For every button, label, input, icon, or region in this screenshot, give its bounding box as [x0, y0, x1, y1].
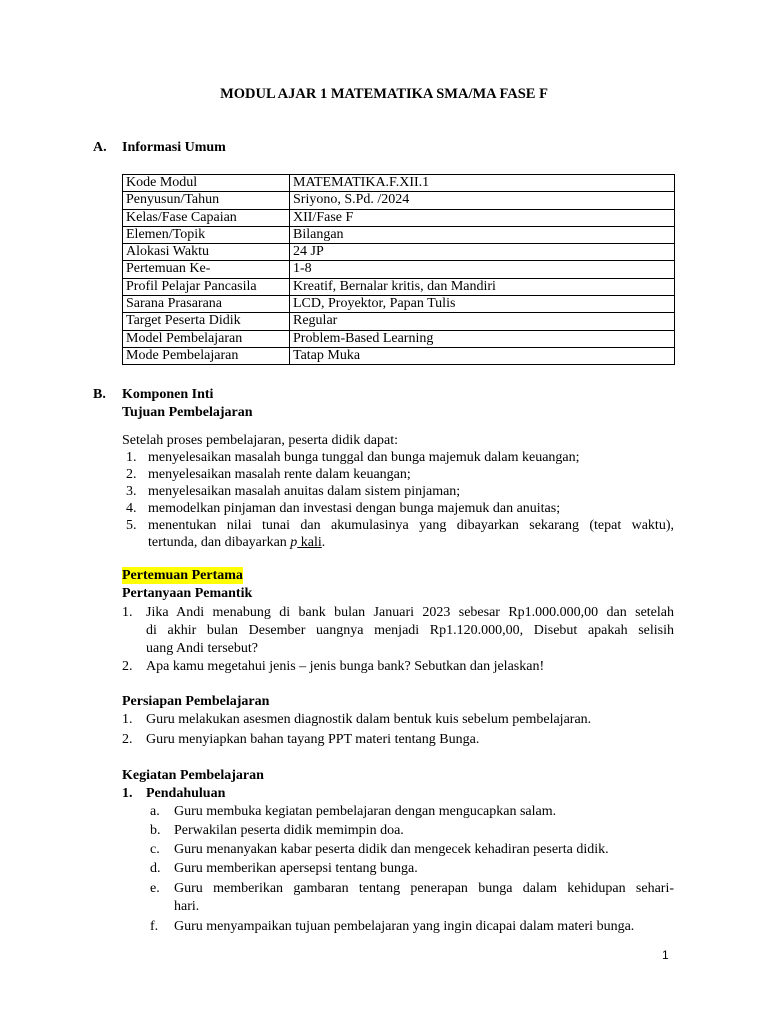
objectives-intro: Setelah proses pembelajaran, peserta didik dapat: — [122, 433, 399, 448]
info-table-value: 24 JP — [290, 244, 675, 261]
objective-item-continued: tertunda, dan dibayarkan p kali. — [148, 535, 326, 550]
preparation-number: 2. — [122, 732, 133, 747]
info-table-row — [123, 244, 675, 261]
info-table-value: 1-8 — [290, 261, 675, 278]
section-a-title: Informasi Umum — [122, 140, 226, 155]
info-table-key: Kelas/Fase Capaian — [123, 209, 290, 226]
info-table-row — [123, 278, 675, 295]
objective-number: 3. — [126, 484, 137, 499]
info-table-key: Pertemuan Ke- — [123, 261, 290, 278]
info-table — [122, 174, 675, 365]
objective-number: 2. — [126, 467, 137, 482]
info-table-value: Sriyono, S.Pd. /2024 — [290, 192, 675, 209]
info-table-key: Model Pembelajaran — [123, 330, 290, 347]
info-table-value: Tatap Muka — [290, 347, 675, 364]
info-table-key: Kode Modul — [123, 175, 290, 192]
objective-number: 5. — [126, 518, 137, 533]
introduction-letter: e. — [150, 881, 160, 896]
introduction-letter: a. — [150, 804, 160, 819]
info-table-key: Penyusun/Tahun — [123, 192, 290, 209]
info-table-value: Kreatif, Bernalar kritis, dan Mandiri — [290, 278, 675, 295]
info-table-row — [123, 313, 675, 330]
info-table-row — [123, 330, 675, 347]
info-table-key: Target Peserta Didik — [123, 313, 290, 330]
objectives-subtitle: Tujuan Pembelajaran — [122, 405, 253, 420]
introduction-item-continued: hari. — [174, 899, 200, 914]
question-item: Jika Andi menabung di bank bulan Januari 2023 sebesar Rp1.000.000,00 dan setelah — [146, 605, 674, 620]
info-table-value: Bilangan — [290, 226, 675, 243]
info-table-key: Profil Pelajar Pancasila — [123, 278, 290, 295]
info-table-row — [123, 175, 675, 192]
objective-number: 4. — [126, 501, 137, 516]
info-table-row — [123, 192, 675, 209]
introduction-item: Guru memberikan gambaran tentang penerapan bunga dalam kehidupan sehari- — [174, 881, 674, 896]
introduction-number: 1. — [122, 786, 133, 801]
introduction-item: Guru menanyakan kabar peserta didik dan mengecek kehadiran peserta didik. — [174, 842, 609, 857]
info-table-key: Alokasi Waktu — [123, 244, 290, 261]
activities-title: Kegiatan Pembelajaran — [122, 768, 264, 783]
section-a-letter: A. — [93, 140, 107, 155]
introduction-title: Pendahuluan — [146, 786, 226, 801]
info-table-key: Elemen/Topik — [123, 226, 290, 243]
info-table-value: LCD, Proyektor, Papan Tulis — [290, 296, 675, 313]
section-b-letter: B. — [93, 387, 106, 402]
trigger-questions-title: Pertanyaan Pemantik — [122, 586, 253, 601]
preparation-number: 1. — [122, 712, 133, 727]
info-table-row — [123, 226, 675, 243]
introduction-item: Guru memberikan apersepsi tentang bunga. — [174, 861, 418, 876]
section-b-title: Komponen Inti — [122, 387, 214, 402]
objective-item: menyelesaikan masalah bunga tunggal dan bunga majemuk dalam keuangan; — [148, 450, 580, 465]
info-table-row — [123, 261, 675, 278]
question-number: 1. — [122, 605, 133, 620]
preparation-item: Guru melakukan asesmen diagnostik dalam bentuk kuis sebelum pembelajaran. — [146, 712, 592, 727]
objective-item: menyelesaikan masalah anuitas dalam sistem pinjaman; — [148, 484, 461, 499]
objective-number: 1. — [126, 450, 137, 465]
introduction-item: Guru membuka kegiatan pembelajaran dengan mengucapkan salam. — [174, 804, 557, 819]
introduction-letter: d. — [150, 861, 161, 876]
info-table-row — [123, 296, 675, 313]
info-table-row — [123, 347, 675, 364]
preparation-title: Persiapan Pembelajaran — [122, 694, 270, 709]
introduction-letter: c. — [150, 842, 160, 857]
info-table-key: Sarana Prasarana — [123, 296, 290, 313]
info-table-value: Regular — [290, 313, 675, 330]
meeting-heading: Pertemuan Pertama — [122, 568, 243, 583]
objective-item: menentukan nilai tunai dan akumulasinya yang dibayarkan sekarang (tepat waktu), — [148, 518, 674, 533]
preparation-item: Guru menyiapkan bahan tayang PPT materi tentang Bunga. — [146, 732, 480, 747]
info-table-value: MATEMATIKA.F.XII.1 — [290, 175, 675, 192]
info-table-value: XII/Fase F — [290, 209, 675, 226]
question-item-continued: di akhir bulan Desember uangnya menjadi Rp1.120.000,00, Disebut apakah selisih — [146, 623, 674, 638]
info-table-value: Problem-Based Learning — [290, 330, 675, 347]
introduction-letter: b. — [150, 823, 161, 838]
info-table-key: Mode Pembelajaran — [123, 347, 290, 364]
objective-item: memodelkan pinjaman dan investasi dengan bunga majemuk dan anuitas; — [148, 501, 561, 516]
info-table-row — [123, 209, 675, 226]
introduction-letter: f. — [150, 919, 159, 934]
question-item: Apa kamu megetahui jenis – jenis bunga bank? Sebutkan dan jelaskan! — [146, 659, 545, 674]
document-title: MODUL AJAR 1 MATEMATIKA SMA/MA FASE F — [220, 86, 548, 102]
question-number: 2. — [122, 659, 133, 674]
page-number: 1 — [662, 948, 669, 962]
introduction-item: Perwakilan peserta didik memimpin doa. — [174, 823, 404, 838]
question-item-continued: uang Andi tersebut? — [146, 641, 258, 656]
introduction-item: Guru menyampaikan tujuan pembelajaran yang ingin dicapai dalam materi bunga. — [174, 919, 635, 934]
objective-item: menyelesaikan masalah rente dalam keuangan; — [148, 467, 411, 482]
